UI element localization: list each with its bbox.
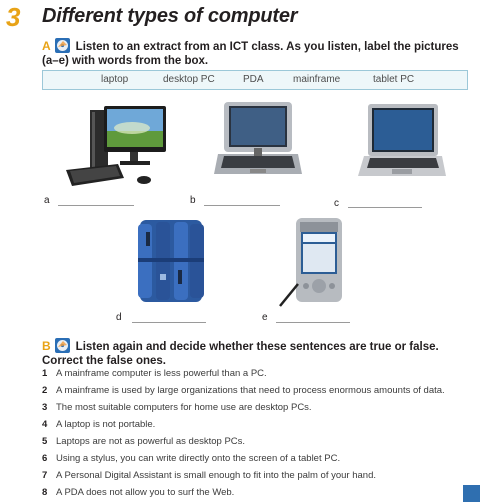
- sentence-number: 8: [42, 487, 48, 498]
- sentence-number: 6: [42, 453, 48, 464]
- answer-line-a[interactable]: [58, 205, 134, 206]
- sentence-text: A Personal Digital Assistant is small enough to fit into the palm of your hand.: [56, 470, 377, 481]
- sentence-text: A laptop is not portable.: [56, 419, 156, 430]
- word-box-item: desktop PC: [163, 74, 215, 85]
- picture-label-c: c: [334, 198, 339, 209]
- word-box: [42, 70, 468, 90]
- sentence-number: 3: [42, 402, 48, 413]
- section-a-letter: A: [42, 39, 51, 53]
- laptop-image: [358, 100, 446, 188]
- sentence-text: A PDA does not allow you to surf the Web.: [56, 487, 235, 498]
- answer-line-c[interactable]: [348, 207, 422, 208]
- desktop-pc-image: [62, 98, 172, 190]
- word-box-item: laptop: [101, 74, 129, 85]
- exercise-title: Different types of computer: [42, 5, 298, 27]
- page-corner-tab: [463, 485, 480, 502]
- section-a-instruction: [42, 38, 478, 68]
- audio-cd-icon[interactable]: [55, 38, 70, 53]
- section-b-letter: B: [42, 339, 51, 353]
- answer-line-e[interactable]: [276, 322, 350, 323]
- picture-label-d: d: [116, 312, 122, 323]
- sentence-number: 5: [42, 436, 48, 447]
- picture-label-e: e: [262, 312, 268, 323]
- tablet-pc-image: [212, 98, 304, 186]
- answer-line-b[interactable]: [204, 205, 280, 206]
- sentence-text: Using a stylus, you can write directly onto the screen of a tablet PC.: [56, 453, 341, 464]
- pda-image: [276, 214, 352, 310]
- sentence-text: A mainframe is used by large organizations that need to process enormous amounts of data.: [56, 385, 445, 396]
- sentence-text: A mainframe computer is less powerful than a PC.: [56, 368, 267, 379]
- section-b-instruction-text: Listen again and decide whether these sentences are true or false. Correct the false ones.: [42, 341, 439, 367]
- sentence-number: 4: [42, 419, 48, 430]
- mainframe-image: [134, 214, 208, 308]
- sentence-number: 1: [42, 368, 48, 379]
- word-box-item: PDA: [243, 74, 264, 85]
- sentence-text: The most suitable computers for home use are desktop PCs.: [56, 402, 312, 413]
- section-b-instruction: [42, 338, 478, 368]
- word-box-item: mainframe: [293, 74, 341, 85]
- word-box-item: tablet PC: [373, 74, 415, 85]
- sentence-number: 7: [42, 470, 48, 481]
- answer-line-d[interactable]: [132, 322, 206, 323]
- section-a-instruction-text: Listen to an extract from an ICT class. As you listen, label the pictures (a–e) with words from the box.: [42, 41, 459, 67]
- audio-cd-icon[interactable]: [55, 338, 70, 353]
- sentence-text: Laptops are not as powerful as desktop PCs.: [56, 436, 246, 447]
- picture-label-b: b: [190, 195, 196, 206]
- exercise-number: 3: [6, 2, 21, 32]
- picture-label-a: a: [44, 195, 50, 206]
- sentence-number: 2: [42, 385, 48, 396]
